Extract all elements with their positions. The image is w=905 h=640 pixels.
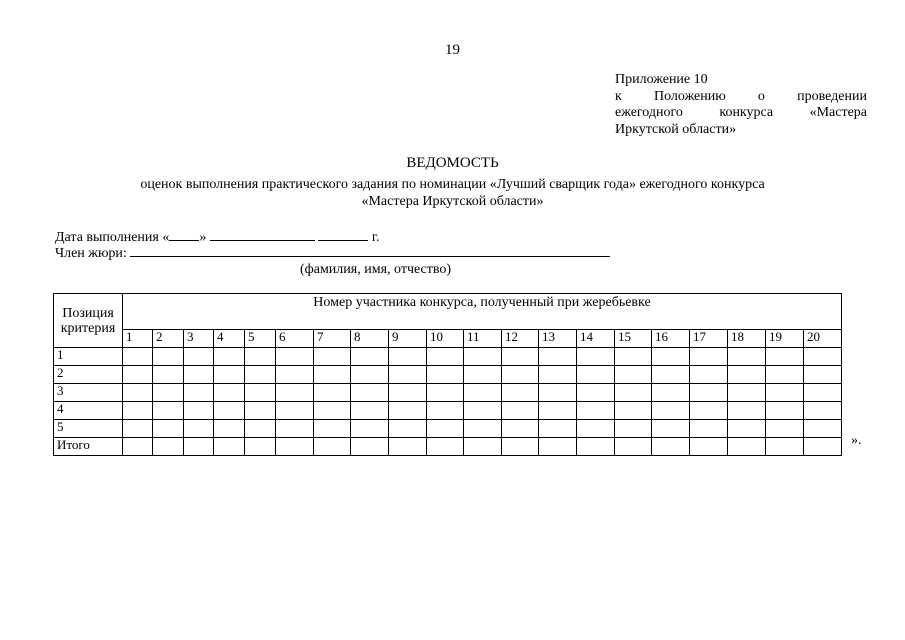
- score-cell[interactable]: [389, 402, 427, 420]
- score-cell[interactable]: [214, 438, 245, 456]
- score-cell[interactable]: [153, 420, 184, 438]
- score-cell[interactable]: [690, 420, 728, 438]
- criterion-position-cell: 3: [54, 384, 123, 402]
- score-cell[interactable]: [615, 366, 652, 384]
- participant-number-cell: 18: [728, 330, 766, 348]
- score-cell[interactable]: [464, 348, 502, 366]
- score-cell[interactable]: [577, 402, 615, 420]
- score-cell[interactable]: [577, 348, 615, 366]
- score-cell[interactable]: [652, 402, 690, 420]
- criterion-position-cell: 4: [54, 402, 123, 420]
- score-cell[interactable]: [389, 348, 427, 366]
- score-cell[interactable]: [690, 438, 728, 456]
- participant-number-cell: 13: [539, 330, 577, 348]
- table-row: [54, 384, 842, 402]
- score-cell[interactable]: [389, 420, 427, 438]
- participant-number-cell: 6: [276, 330, 314, 348]
- score-cell[interactable]: [539, 384, 577, 402]
- score-cell[interactable]: [728, 348, 766, 366]
- criterion-header-line-1: Позиция: [62, 305, 114, 321]
- jury-line: [55, 244, 610, 262]
- score-cell[interactable]: [652, 438, 690, 456]
- appendix-line-3: ежегодного конкурса «Мастера: [615, 105, 867, 120]
- score-cell[interactable]: [123, 348, 153, 366]
- score-cell[interactable]: [502, 384, 539, 402]
- score-cell[interactable]: [615, 348, 652, 366]
- score-cell[interactable]: [652, 420, 690, 438]
- score-cell[interactable]: [314, 420, 351, 438]
- participant-number-cell: 4: [214, 330, 245, 348]
- score-cell[interactable]: [804, 348, 842, 366]
- score-cell[interactable]: [123, 402, 153, 420]
- appendix-line-4: Иркутской области»: [615, 121, 737, 137]
- score-cell[interactable]: [245, 402, 276, 420]
- score-cell[interactable]: [502, 348, 539, 366]
- score-cell[interactable]: [615, 420, 652, 438]
- participant-number-cell: 8: [351, 330, 389, 348]
- score-cell[interactable]: [728, 384, 766, 402]
- score-cell[interactable]: [539, 438, 577, 456]
- score-cell[interactable]: [184, 402, 214, 420]
- score-cell[interactable]: [766, 402, 804, 420]
- score-cell[interactable]: [690, 348, 728, 366]
- score-cell[interactable]: [464, 384, 502, 402]
- criterion-position-cell: 5: [54, 420, 123, 438]
- score-cell[interactable]: [502, 366, 539, 384]
- score-cell[interactable]: [184, 384, 214, 402]
- participant-number-row: [54, 330, 842, 348]
- score-cell[interactable]: [184, 348, 214, 366]
- score-cell[interactable]: [276, 366, 314, 384]
- score-cell[interactable]: [427, 348, 464, 366]
- score-cell[interactable]: [427, 402, 464, 420]
- score-cell[interactable]: [276, 402, 314, 420]
- score-cell[interactable]: [314, 438, 351, 456]
- score-table: [53, 293, 842, 456]
- score-cell[interactable]: [539, 420, 577, 438]
- participant-number-cell: 7: [314, 330, 351, 348]
- year-suffix: г.: [371, 230, 380, 245]
- subtitle-line-2: «Мастера Иркутской области»: [361, 194, 544, 209]
- score-cell[interactable]: [153, 348, 184, 366]
- participants-header: Номер участника конкурса, полученный при жеребьевке: [123, 294, 842, 330]
- day-blank[interactable]: [169, 228, 199, 241]
- participant-number-cell: 17: [690, 330, 728, 348]
- score-cell[interactable]: [245, 384, 276, 402]
- score-cell[interactable]: [276, 420, 314, 438]
- score-cell[interactable]: [615, 402, 652, 420]
- score-cell[interactable]: [615, 438, 652, 456]
- score-cell[interactable]: [351, 348, 389, 366]
- score-cell[interactable]: [652, 366, 690, 384]
- participant-number-cell: 10: [427, 330, 464, 348]
- score-cell[interactable]: [804, 402, 842, 420]
- criterion-header: [54, 294, 123, 348]
- score-cell[interactable]: [766, 438, 804, 456]
- score-cell[interactable]: [427, 420, 464, 438]
- table-row: [54, 348, 842, 366]
- score-cell[interactable]: [577, 366, 615, 384]
- score-cell[interactable]: [184, 438, 214, 456]
- participant-number-cell: 12: [502, 330, 539, 348]
- participant-number-cell: 5: [245, 330, 276, 348]
- score-cell[interactable]: [652, 348, 690, 366]
- score-cell[interactable]: [351, 420, 389, 438]
- appendix-title: Приложение 10: [615, 72, 708, 87]
- score-cell[interactable]: [351, 384, 389, 402]
- score-cell[interactable]: [728, 366, 766, 384]
- score-cell[interactable]: [214, 384, 245, 402]
- table-row: [54, 402, 842, 420]
- score-cell[interactable]: [766, 366, 804, 384]
- table-header-row: [54, 294, 842, 330]
- score-cell[interactable]: [804, 438, 842, 456]
- document-title: ВЕДОМОСТЬ: [406, 155, 499, 171]
- participant-number-cell: 20: [804, 330, 842, 348]
- score-cell[interactable]: [502, 420, 539, 438]
- jury-name-blank[interactable]: [130, 244, 610, 257]
- score-cell[interactable]: [276, 348, 314, 366]
- jury-label: Член жюри:: [55, 246, 127, 261]
- score-cell[interactable]: [766, 420, 804, 438]
- score-cell[interactable]: [804, 420, 842, 438]
- score-cell[interactable]: [153, 366, 184, 384]
- score-cell[interactable]: [502, 402, 539, 420]
- fio-hint: (фамилия, имя, отчество): [300, 262, 452, 277]
- score-cell[interactable]: [184, 420, 214, 438]
- score-cell[interactable]: [314, 348, 351, 366]
- score-cell[interactable]: [245, 348, 276, 366]
- score-cell[interactable]: [577, 438, 615, 456]
- score-cell[interactable]: [539, 348, 577, 366]
- score-cell[interactable]: [123, 384, 153, 402]
- participant-number-cell: 9: [389, 330, 427, 348]
- score-cell[interactable]: [314, 384, 351, 402]
- score-cell[interactable]: [728, 420, 766, 438]
- criterion-position-cell: Итого: [54, 438, 123, 456]
- score-cell[interactable]: [214, 366, 245, 384]
- score-cell[interactable]: [123, 438, 153, 456]
- score-cell[interactable]: [690, 366, 728, 384]
- score-cell[interactable]: [464, 438, 502, 456]
- participant-number-cell: 2: [153, 330, 184, 348]
- score-cell[interactable]: [389, 438, 427, 456]
- score-cell[interactable]: [314, 366, 351, 384]
- score-cell[interactable]: [464, 366, 502, 384]
- participant-number-cell: 14: [577, 330, 615, 348]
- criterion-position-cell: 1: [54, 348, 123, 366]
- participant-number-cell: 3: [184, 330, 214, 348]
- score-cell[interactable]: [577, 420, 615, 438]
- score-cell[interactable]: [214, 402, 245, 420]
- subtitle-line-1: оценок выполнения практического задания по номинации «Лучший сварщик года» ежегодного конкурса: [140, 177, 765, 192]
- score-cell[interactable]: [351, 402, 389, 420]
- score-cell[interactable]: [427, 384, 464, 402]
- score-cell[interactable]: [427, 438, 464, 456]
- document-subtitle: [0, 176, 905, 210]
- score-cell[interactable]: [214, 348, 245, 366]
- score-cell[interactable]: [123, 366, 153, 384]
- participant-number-cell: 16: [652, 330, 690, 348]
- score-cell[interactable]: [123, 420, 153, 438]
- year-blank[interactable]: [318, 228, 368, 241]
- score-cell[interactable]: [351, 438, 389, 456]
- table-row: [54, 420, 842, 438]
- month-blank[interactable]: [210, 228, 315, 241]
- score-cell[interactable]: [314, 402, 351, 420]
- appendix-reference: [615, 72, 867, 138]
- score-cell[interactable]: [728, 402, 766, 420]
- score-cell[interactable]: [690, 384, 728, 402]
- score-cell[interactable]: [184, 366, 214, 384]
- score-cell[interactable]: [153, 438, 184, 456]
- score-cell[interactable]: [427, 366, 464, 384]
- date-close-quote: »: [199, 230, 207, 245]
- participant-number-cell: 15: [615, 330, 652, 348]
- score-cell[interactable]: [276, 384, 314, 402]
- criterion-header-line-2: критерия: [60, 320, 116, 336]
- score-cell[interactable]: [728, 438, 766, 456]
- score-cell[interactable]: [245, 420, 276, 438]
- criterion-position-cell: 2: [54, 366, 123, 384]
- score-cell[interactable]: [502, 438, 539, 456]
- score-cell[interactable]: [245, 438, 276, 456]
- table-row: [54, 438, 842, 456]
- table-row: [54, 366, 842, 384]
- appendix-line-2: к Положению о проведении: [615, 88, 867, 104]
- score-cell[interactable]: [389, 366, 427, 384]
- score-cell[interactable]: [153, 402, 184, 420]
- page-number: 19: [445, 42, 460, 58]
- score-cell[interactable]: [615, 384, 652, 402]
- score-cell[interactable]: [652, 384, 690, 402]
- score-cell[interactable]: [464, 420, 502, 438]
- participant-number-cell: 19: [766, 330, 804, 348]
- score-cell[interactable]: [389, 384, 427, 402]
- score-cell[interactable]: [577, 384, 615, 402]
- score-cell[interactable]: [245, 366, 276, 384]
- closing-mark: ».: [851, 433, 862, 448]
- score-cell[interactable]: [351, 366, 389, 384]
- date-label: Дата выполнения «: [55, 230, 170, 245]
- score-cell[interactable]: [214, 420, 245, 438]
- score-cell[interactable]: [539, 366, 577, 384]
- score-cell[interactable]: [464, 402, 502, 420]
- score-cell[interactable]: [766, 384, 804, 402]
- score-cell[interactable]: [276, 438, 314, 456]
- score-cell[interactable]: [766, 348, 804, 366]
- score-cell[interactable]: [804, 384, 842, 402]
- score-cell[interactable]: [804, 366, 842, 384]
- score-cell[interactable]: [690, 402, 728, 420]
- participant-number-cell: 1: [123, 330, 153, 348]
- participant-number-cell: 11: [464, 330, 502, 348]
- score-cell[interactable]: [153, 384, 184, 402]
- score-cell[interactable]: [539, 402, 577, 420]
